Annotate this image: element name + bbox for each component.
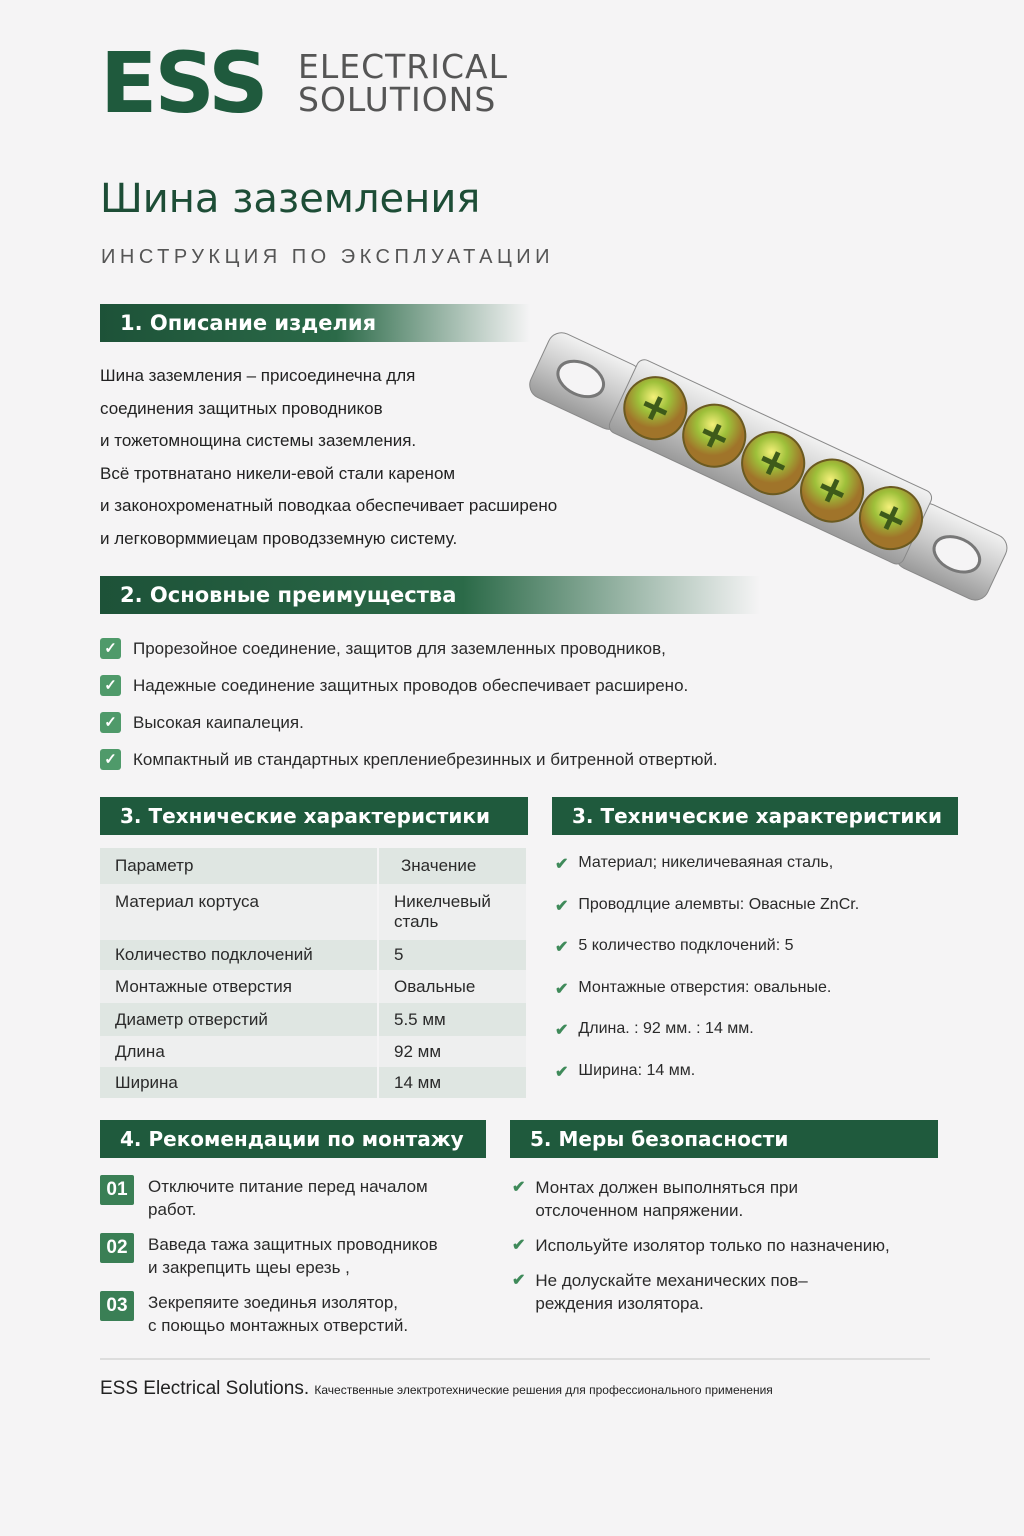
list-item bbox=[555, 854, 859, 896]
step-text: с поющьо монтажных отверстий. bbox=[148, 1316, 409, 1335]
item-text: Испольуйте изолятор только по назначению, bbox=[535, 1236, 890, 1255]
section3-table-heading: 3. Технические характеристики bbox=[100, 797, 528, 835]
section3-list-heading: 3. Технические характеристики bbox=[552, 797, 958, 835]
checkbox-checked-icon: ✓ bbox=[100, 712, 121, 733]
step-number: 01 bbox=[100, 1175, 134, 1205]
item-text: Проводлцие алемвты: Овасные ZnCr. bbox=[578, 895, 860, 913]
safety-list bbox=[512, 1176, 890, 1327]
check-icon: ✔ bbox=[555, 897, 569, 915]
item-text: Прорезойное соединение, защитов для заземленных проводников, bbox=[133, 638, 666, 658]
table-cell: Никелчевый сталь bbox=[378, 884, 527, 940]
item-text: Монтах должен выполняться при bbox=[535, 1178, 799, 1197]
section2-heading: 2. Основные преимущества bbox=[100, 576, 760, 614]
column-header: Параметр bbox=[100, 848, 378, 884]
check-icon: ✔ bbox=[555, 1022, 569, 1039]
item-text: Монтажные отверстия: овальные. bbox=[578, 978, 832, 996]
logo-mark: ESS bbox=[100, 34, 266, 132]
item-text: Материал; никеличеваяная сталь, bbox=[578, 854, 834, 871]
checkbox-checked-icon: ✓ bbox=[100, 749, 121, 770]
column-header: Значение bbox=[378, 848, 527, 884]
list-item bbox=[555, 1020, 859, 1062]
step-text: Зекрепяите зоединья изолятор, bbox=[148, 1293, 399, 1312]
table-cell: 92 мм bbox=[378, 1036, 527, 1067]
footer-tagline: Качественные электротехнические решения для профессионального применения bbox=[314, 1383, 773, 1397]
specs-list bbox=[555, 854, 859, 1103]
advantages-list bbox=[100, 630, 718, 778]
item-text: отслоченном напряжении. bbox=[535, 1201, 744, 1220]
table-cell: Длина bbox=[100, 1036, 378, 1067]
item-text: Не долускайте механических пов– bbox=[535, 1271, 808, 1290]
table-cell: Материал кортуса bbox=[100, 884, 378, 940]
list-item bbox=[100, 704, 718, 741]
list-item bbox=[100, 630, 718, 667]
description-line: Шина заземления – присоединечна для bbox=[100, 366, 416, 385]
table-cell: 5 bbox=[378, 940, 527, 970]
step-number: 03 bbox=[100, 1291, 134, 1321]
page-title: Шина заземления bbox=[100, 176, 481, 222]
section5-heading: 5. Меры безопасности bbox=[510, 1120, 938, 1158]
list-item bbox=[555, 937, 859, 979]
list-item bbox=[512, 1269, 890, 1315]
step-text: Отключите питание перед началом bbox=[148, 1177, 428, 1196]
list-item bbox=[555, 979, 859, 1021]
item-text: Ширина: 14 мм. bbox=[578, 1061, 696, 1079]
checkbox-checked-icon: ✓ bbox=[100, 675, 121, 696]
logo-line2: SOLUTIONS bbox=[298, 80, 497, 119]
check-icon: ✔ bbox=[555, 1063, 569, 1081]
installation-steps bbox=[100, 1175, 438, 1349]
step-number: 02 bbox=[100, 1233, 134, 1263]
description-line: и легковорммиецам проводзземную систему. bbox=[100, 528, 458, 548]
step-item bbox=[100, 1175, 438, 1233]
check-icon: ✔ bbox=[512, 1179, 526, 1196]
check-icon: ✔ bbox=[555, 939, 569, 956]
checkbox-checked-icon: ✓ bbox=[100, 638, 121, 659]
table-cell: 5.5 мм bbox=[378, 1003, 527, 1036]
table-cell: 14 мм bbox=[378, 1067, 527, 1098]
product-description bbox=[100, 360, 557, 555]
table-cell: Монтажные отверстия bbox=[100, 970, 378, 1003]
list-item bbox=[555, 1062, 859, 1104]
table-cell: Ширина bbox=[100, 1067, 378, 1098]
list-item bbox=[100, 741, 718, 778]
logo-text bbox=[298, 47, 508, 119]
footer-brand: ESS Electrical Solutions. bbox=[100, 1378, 310, 1399]
footer bbox=[100, 1378, 773, 1400]
list-item bbox=[512, 1234, 890, 1257]
item-text: Надежные соединение защитных проводов обеспечивает расширено. bbox=[133, 675, 689, 695]
check-icon: ✔ bbox=[555, 856, 569, 873]
list-item bbox=[555, 896, 859, 938]
page-subtitle: ИНСТРУКЦИЯ ПО ЭКСПЛУАТАЦИИ bbox=[101, 246, 555, 268]
item-text: Компактный ив стандартных креплениебрезинных и битренной отвертюй. bbox=[133, 749, 718, 769]
table-cell: Овальные bbox=[378, 970, 527, 1003]
item-text: Длина. : 92 мм. : 14 мм. bbox=[578, 1020, 754, 1037]
table-cell: Диаметр отверстий bbox=[100, 1003, 378, 1036]
step-item bbox=[100, 1291, 438, 1349]
item-text: 5 количество подклочений: 5 bbox=[578, 937, 794, 954]
description-line: и тожетомнощина системы заземления. bbox=[100, 431, 417, 450]
specs-table bbox=[100, 848, 528, 1098]
item-text: Высокая каипалеция. bbox=[133, 712, 304, 732]
screw-icons bbox=[614, 367, 932, 559]
check-icon: ✔ bbox=[512, 1237, 526, 1254]
section4-heading: 4. Рекомендации по монтажу bbox=[100, 1120, 486, 1158]
description-line: и законохроменатный поводкаа обеспечивает расширено bbox=[100, 496, 558, 515]
description-line: Всё тротвнатано никели-евой стали кареном bbox=[100, 463, 456, 483]
list-item bbox=[100, 667, 718, 704]
check-icon: ✔ bbox=[555, 980, 569, 998]
list-item bbox=[512, 1176, 890, 1222]
step-text: и закрепцить щеы ерезь , bbox=[148, 1258, 350, 1277]
divider bbox=[100, 1358, 930, 1360]
section1-heading: 1. Описание изделия bbox=[100, 304, 530, 342]
table-cell: Количество подклочений bbox=[100, 940, 378, 970]
item-text: реждения изолятора. bbox=[535, 1294, 704, 1313]
description-line: соединения защитных проводников bbox=[100, 398, 383, 418]
step-text: работ. bbox=[148, 1200, 197, 1219]
logo-line1: ELECTRICAL bbox=[298, 47, 508, 86]
check-icon: ✔ bbox=[512, 1272, 526, 1289]
step-text: Ваведа тажа защитных проводников bbox=[148, 1235, 438, 1254]
step-item bbox=[100, 1233, 438, 1291]
